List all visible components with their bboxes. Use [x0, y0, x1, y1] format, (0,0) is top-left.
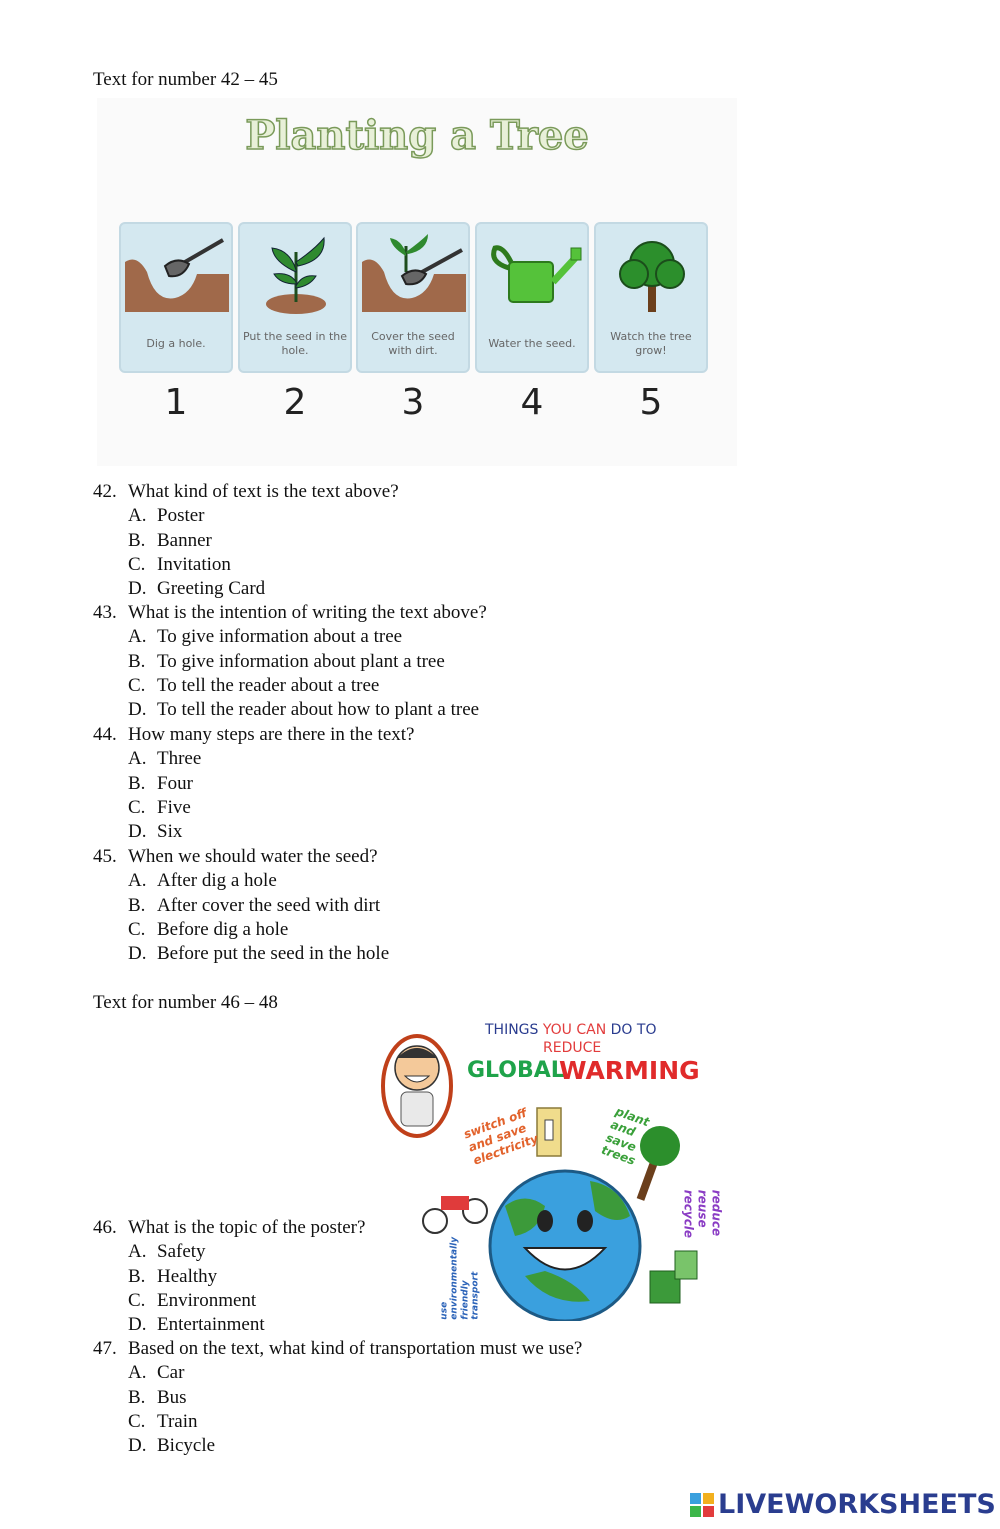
option-b[interactable]: B. Banner: [128, 529, 212, 551]
tag-switch-off: switch off and save electricity: [461, 1105, 540, 1168]
option-a[interactable]: A. Three: [128, 748, 202, 770]
step-number-2: 2: [283, 382, 307, 423]
option-c[interactable]: C. Train: [128, 1410, 198, 1432]
step-number-1: 1: [164, 382, 188, 423]
poster-headline: THINGS YOU CAN DO TO: [485, 1022, 657, 1038]
option-d[interactable]: D. Bicycle: [128, 1435, 216, 1457]
step-card-2: [238, 222, 352, 373]
question-text: What is the topic of the poster?: [128, 1217, 366, 1238]
question-number: 47.: [93, 1338, 117, 1359]
option-b[interactable]: B. Healthy: [128, 1265, 218, 1287]
question-number: 43.: [93, 602, 117, 623]
option-a[interactable]: A. Safety: [128, 1241, 206, 1263]
step-caption-2: Put the seed in the hole.: [242, 329, 348, 357]
seedling-icon: [244, 232, 348, 322]
step-number-3: 3: [401, 382, 425, 423]
watering-can-icon: [481, 232, 585, 322]
step-caption-5: Watch the tree grow!: [610, 329, 692, 357]
global-warming-poster: [375, 1016, 740, 1321]
question-text: What kind of text is the text above?: [128, 481, 399, 502]
question-number: 42.: [93, 481, 117, 502]
tag-reduce-reuse-recycle: reduce reuse recycle: [682, 1189, 724, 1239]
question-number: 46.: [93, 1217, 117, 1238]
option-b[interactable]: B. Bus: [128, 1386, 187, 1408]
tag-transport: use environmentally friendly transport: [439, 1236, 481, 1320]
question-46: [93, 1216, 365, 1337]
option-c[interactable]: C. Five: [128, 796, 191, 818]
option-b[interactable]: B. Four: [128, 772, 193, 794]
option-b[interactable]: B. After cover the seed with dirt: [128, 894, 381, 916]
step-caption-3: Cover the seed with dirt.: [371, 329, 455, 357]
question-47: [93, 1337, 582, 1458]
option-a[interactable]: A. To give information about a tree: [128, 626, 403, 648]
step-card-1: [119, 222, 233, 373]
question-number: 45.: [93, 846, 117, 867]
question-number: 44.: [93, 724, 117, 745]
poster-warming: WARMING: [559, 1056, 700, 1085]
option-d[interactable]: D. Greeting Card: [128, 578, 266, 600]
logo-text: LIVEWORKSHEETS: [718, 1489, 996, 1520]
option-b[interactable]: B. To give information about plant a tree: [128, 650, 445, 672]
liveworksheets-logo[interactable]: [690, 1489, 996, 1520]
poster-reduce: REDUCE: [543, 1040, 602, 1056]
step-caption-1: Dig a hole.: [146, 336, 206, 350]
step-number-4: 4: [520, 382, 544, 423]
option-d[interactable]: D. To tell the reader about how to plant a tree: [128, 699, 480, 721]
step-card-5: [594, 222, 708, 373]
option-c[interactable]: C. Environment: [128, 1289, 257, 1311]
option-c[interactable]: C. Invitation: [128, 553, 231, 575]
option-d[interactable]: D. Entertainment: [128, 1314, 265, 1336]
question-44: [93, 723, 414, 844]
step-number-5: 5: [639, 382, 663, 423]
step-caption-4: Water the seed.: [488, 336, 576, 350]
step-card-4: [475, 222, 589, 373]
option-a[interactable]: A. Poster: [128, 505, 205, 527]
option-a[interactable]: A. Car: [128, 1362, 185, 1384]
question-text: What is the intention of writing the text above?: [128, 602, 487, 623]
option-c[interactable]: C. Before dig a hole: [128, 918, 289, 940]
option-c[interactable]: C. To tell the reader about a tree: [128, 674, 380, 696]
section-label-46-48: Text for number 46 – 48: [93, 992, 278, 1013]
cover-seed-icon: [362, 232, 466, 322]
option-d[interactable]: D. Before put the seed in the hole: [128, 943, 390, 965]
planting-a-tree-figure: [97, 98, 737, 466]
dig-hole-icon: [125, 232, 229, 322]
question-45: [93, 845, 389, 966]
question-text: Based on the text, what kind of transportation must we use?: [128, 1338, 583, 1359]
option-a[interactable]: A. After dig a hole: [128, 870, 277, 892]
question-text: How many steps are there in the text?: [128, 724, 415, 745]
question-42: [93, 480, 399, 601]
tag-plant-trees: plant and save trees: [599, 1104, 652, 1169]
question-43: [93, 601, 487, 722]
poster-global: GLOBAL: [467, 1058, 565, 1083]
figure-title: Planting a Tree: [245, 112, 589, 159]
tree-icon: [600, 232, 704, 322]
question-text: When we should water the seed?: [128, 846, 378, 867]
step-card-3: [356, 222, 470, 373]
liveworksheets-logo-icon: [690, 1493, 714, 1517]
option-d[interactable]: D. Six: [128, 821, 183, 843]
section-label-42-45: Text for number 42 – 45: [93, 69, 278, 90]
